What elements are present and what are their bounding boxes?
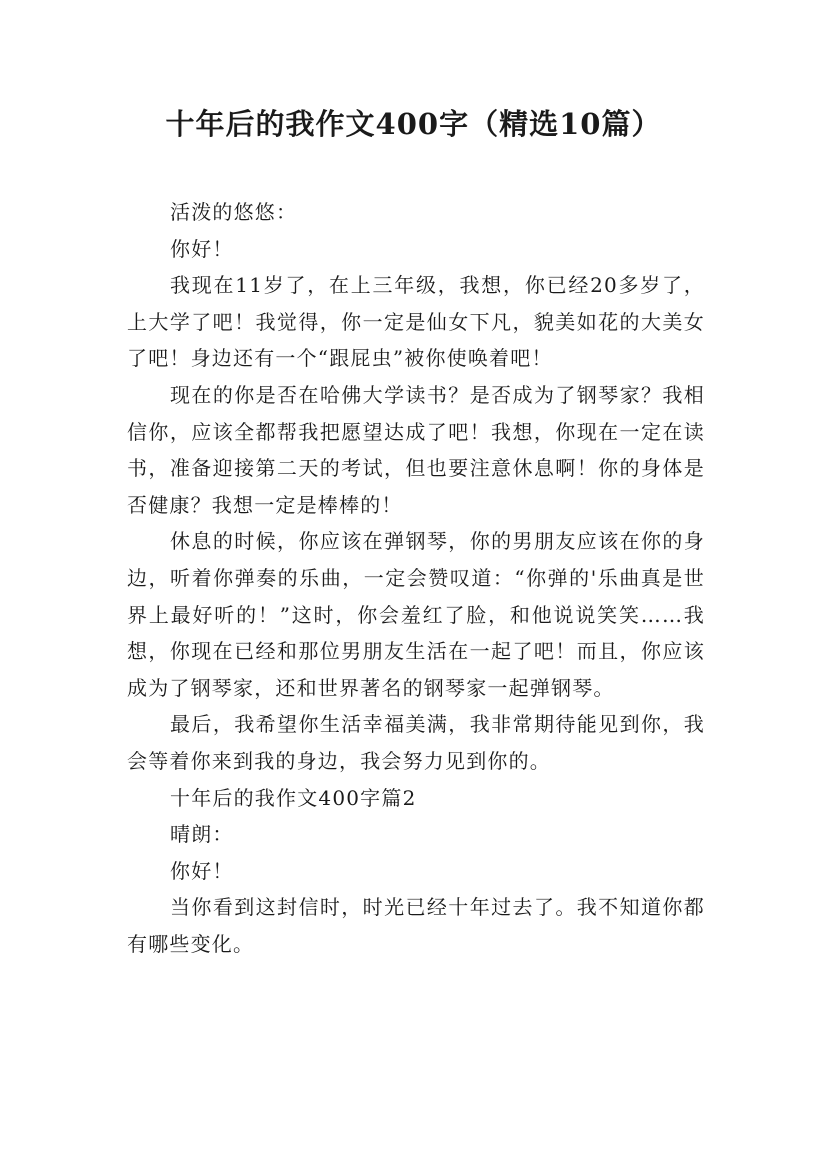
section-heading: 十年后的我作文400字篇2 — [170, 785, 417, 810]
body-paragraph: 现在的你是否在哈佛大学读书？是否成为了钢琴家？我相信你，应该全都帮我把愿望达成了吧！我想，你现在一定在读书，准备迎接第二天的考试，但也要注意休息啊！你的身体是否健康？我想一定是棒棒的！ — [127, 382, 705, 517]
greeting-paragraph: 你好！ — [170, 236, 234, 261]
body-paragraph: 最后，我希望你生活幸福美满，我非常期待能见到你，我会等着你来到我的身边，我会努力见到你的。 — [127, 712, 705, 773]
body-paragraph: 当你看到这封信时，时光已经十年过去了。我不知道你都有哪些变化。 — [127, 895, 705, 956]
body-paragraph: 我现在11岁了，在上三年级，我想，你已经20多岁了，上大学了吧！我觉得，你一定是仙女下凡，貌美如花的大美女了吧！身边还有一个“跟屁虫”被你使唤着吧！ — [127, 273, 705, 371]
document-title: 十年后的我作文400字（精选10篇） — [165, 107, 662, 141]
document-body — [127, 194, 705, 962]
greeting-paragraph: 你好！ — [170, 858, 234, 883]
salutation-paragraph: 活泼的悠悠： — [170, 200, 298, 224]
salutation-paragraph: 晴朗： — [170, 822, 234, 847]
body-paragraph: 休息的时候，你应该在弹钢琴，你的男朋友应该在你的身边，听着你弹奏的乐曲，一定会赞叹道：“你弹的'乐曲真是世界上最好听的！”这时，你会羞红了脸，和他说说笑笑……我想，你现在已经和那位男朋友生活在一起了吧！而且，你应该成为了钢琴家，还和世界著名的钢琴家一起弹钢琴。 — [127, 529, 705, 700]
